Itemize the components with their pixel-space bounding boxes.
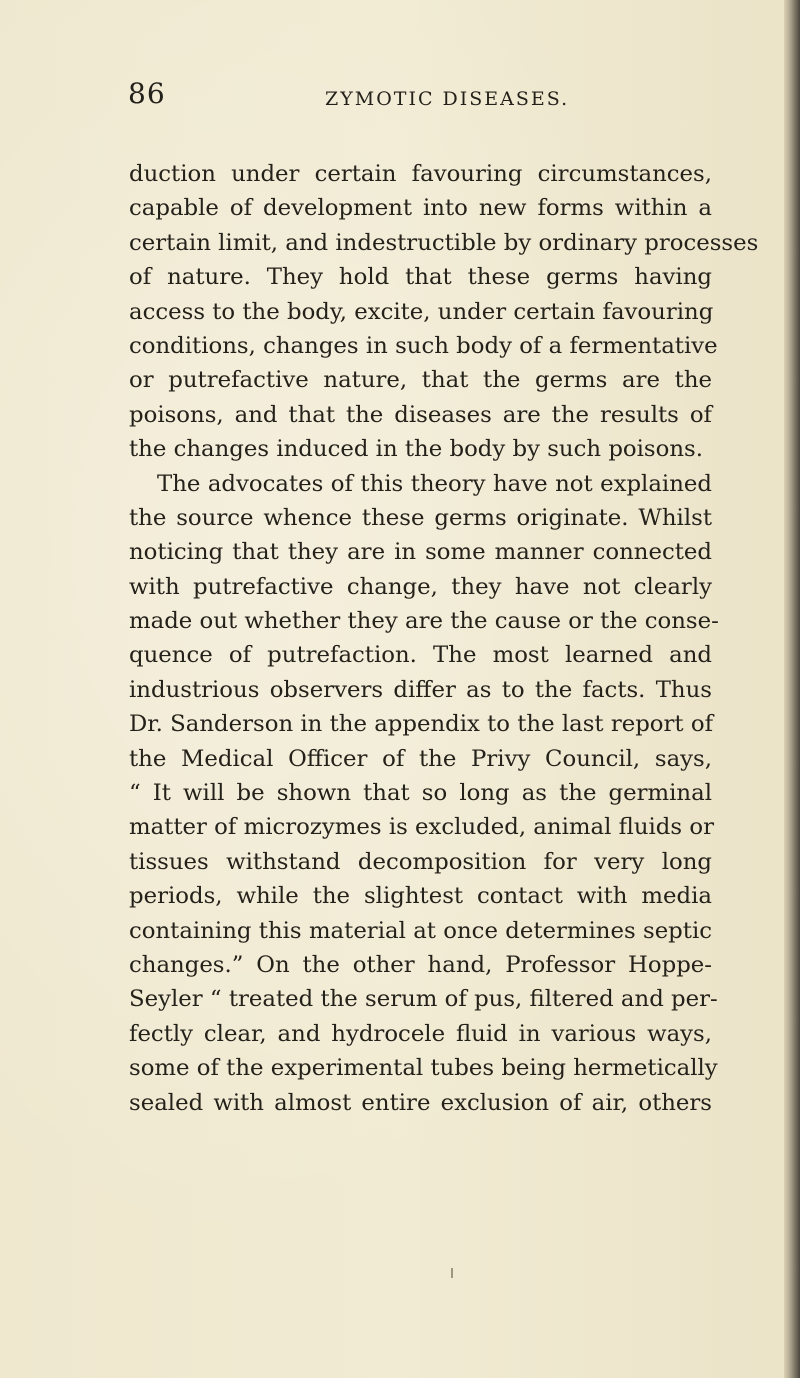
text-line: access to the body, excite, under certain favouring	[129, 298, 714, 325]
text-line: noticing that they are in some manner connected	[129, 539, 712, 566]
text-line: capable of development into new forms within a	[129, 195, 712, 222]
text-line: changes.” On the other hand, Professor Hoppe-	[129, 951, 712, 978]
text-line: or putrefactive nature, that the germs are the	[129, 367, 712, 394]
text-line: Dr. Sanderson in the appendix to the last report of	[129, 711, 714, 738]
text-line: fectly clear, and hydrocele fluid in various ways,	[129, 1020, 712, 1047]
printer-mark	[451, 1268, 453, 1278]
page-number: 86	[128, 77, 166, 110]
text-line: conditions, changes in such body of a fermentative	[129, 332, 718, 359]
running-title: ZYMOTIC DISEASES.	[325, 88, 570, 110]
text-line: of nature. They hold that these germs having	[129, 264, 712, 291]
text-line: periods, while the slightest contact with media	[129, 883, 712, 910]
text-line: quence of putrefaction. The most learned and	[129, 642, 712, 669]
text-line: poisons, and that the diseases are the results of	[129, 401, 712, 428]
text-line: Seyler “ treated the serum of pus, filtered and per-	[129, 986, 718, 1013]
text-line: the source whence these germs originate. Whilst	[129, 504, 712, 531]
text-line: industrious observers differ as to the facts. Thus	[129, 676, 712, 703]
text-line: some of the experimental tubes being hermetically	[129, 1055, 718, 1082]
text-line: containing this material at once determines septic	[129, 917, 712, 944]
text-line: matter of microzymes is excluded, animal fluids or	[129, 814, 714, 841]
text-line: tissues withstand decomposition for very long	[129, 848, 712, 875]
text-line: made out whether they are the cause or the conse-	[129, 608, 719, 635]
text-line: the changes induced in the body by such poisons.	[129, 436, 703, 463]
text-line: certain limit, and indestructible by ordinary processes	[129, 229, 759, 256]
text-line: sealed with almost entire exclusion of air, others	[129, 1089, 712, 1116]
body-text	[129, 157, 759, 1120]
paragraph-start-line: The advocates of this theory have not explained	[157, 470, 712, 497]
text-line: duction under certain favouring circumstances,	[129, 161, 712, 187]
text-line: with putrefactive change, they have not clearly	[129, 573, 712, 600]
text-line: the Medical Officer of the Privy Council, says,	[129, 745, 712, 772]
text-line: “ It will be shown that so long as the germinal	[129, 780, 712, 807]
binding-edge	[784, 0, 800, 1378]
